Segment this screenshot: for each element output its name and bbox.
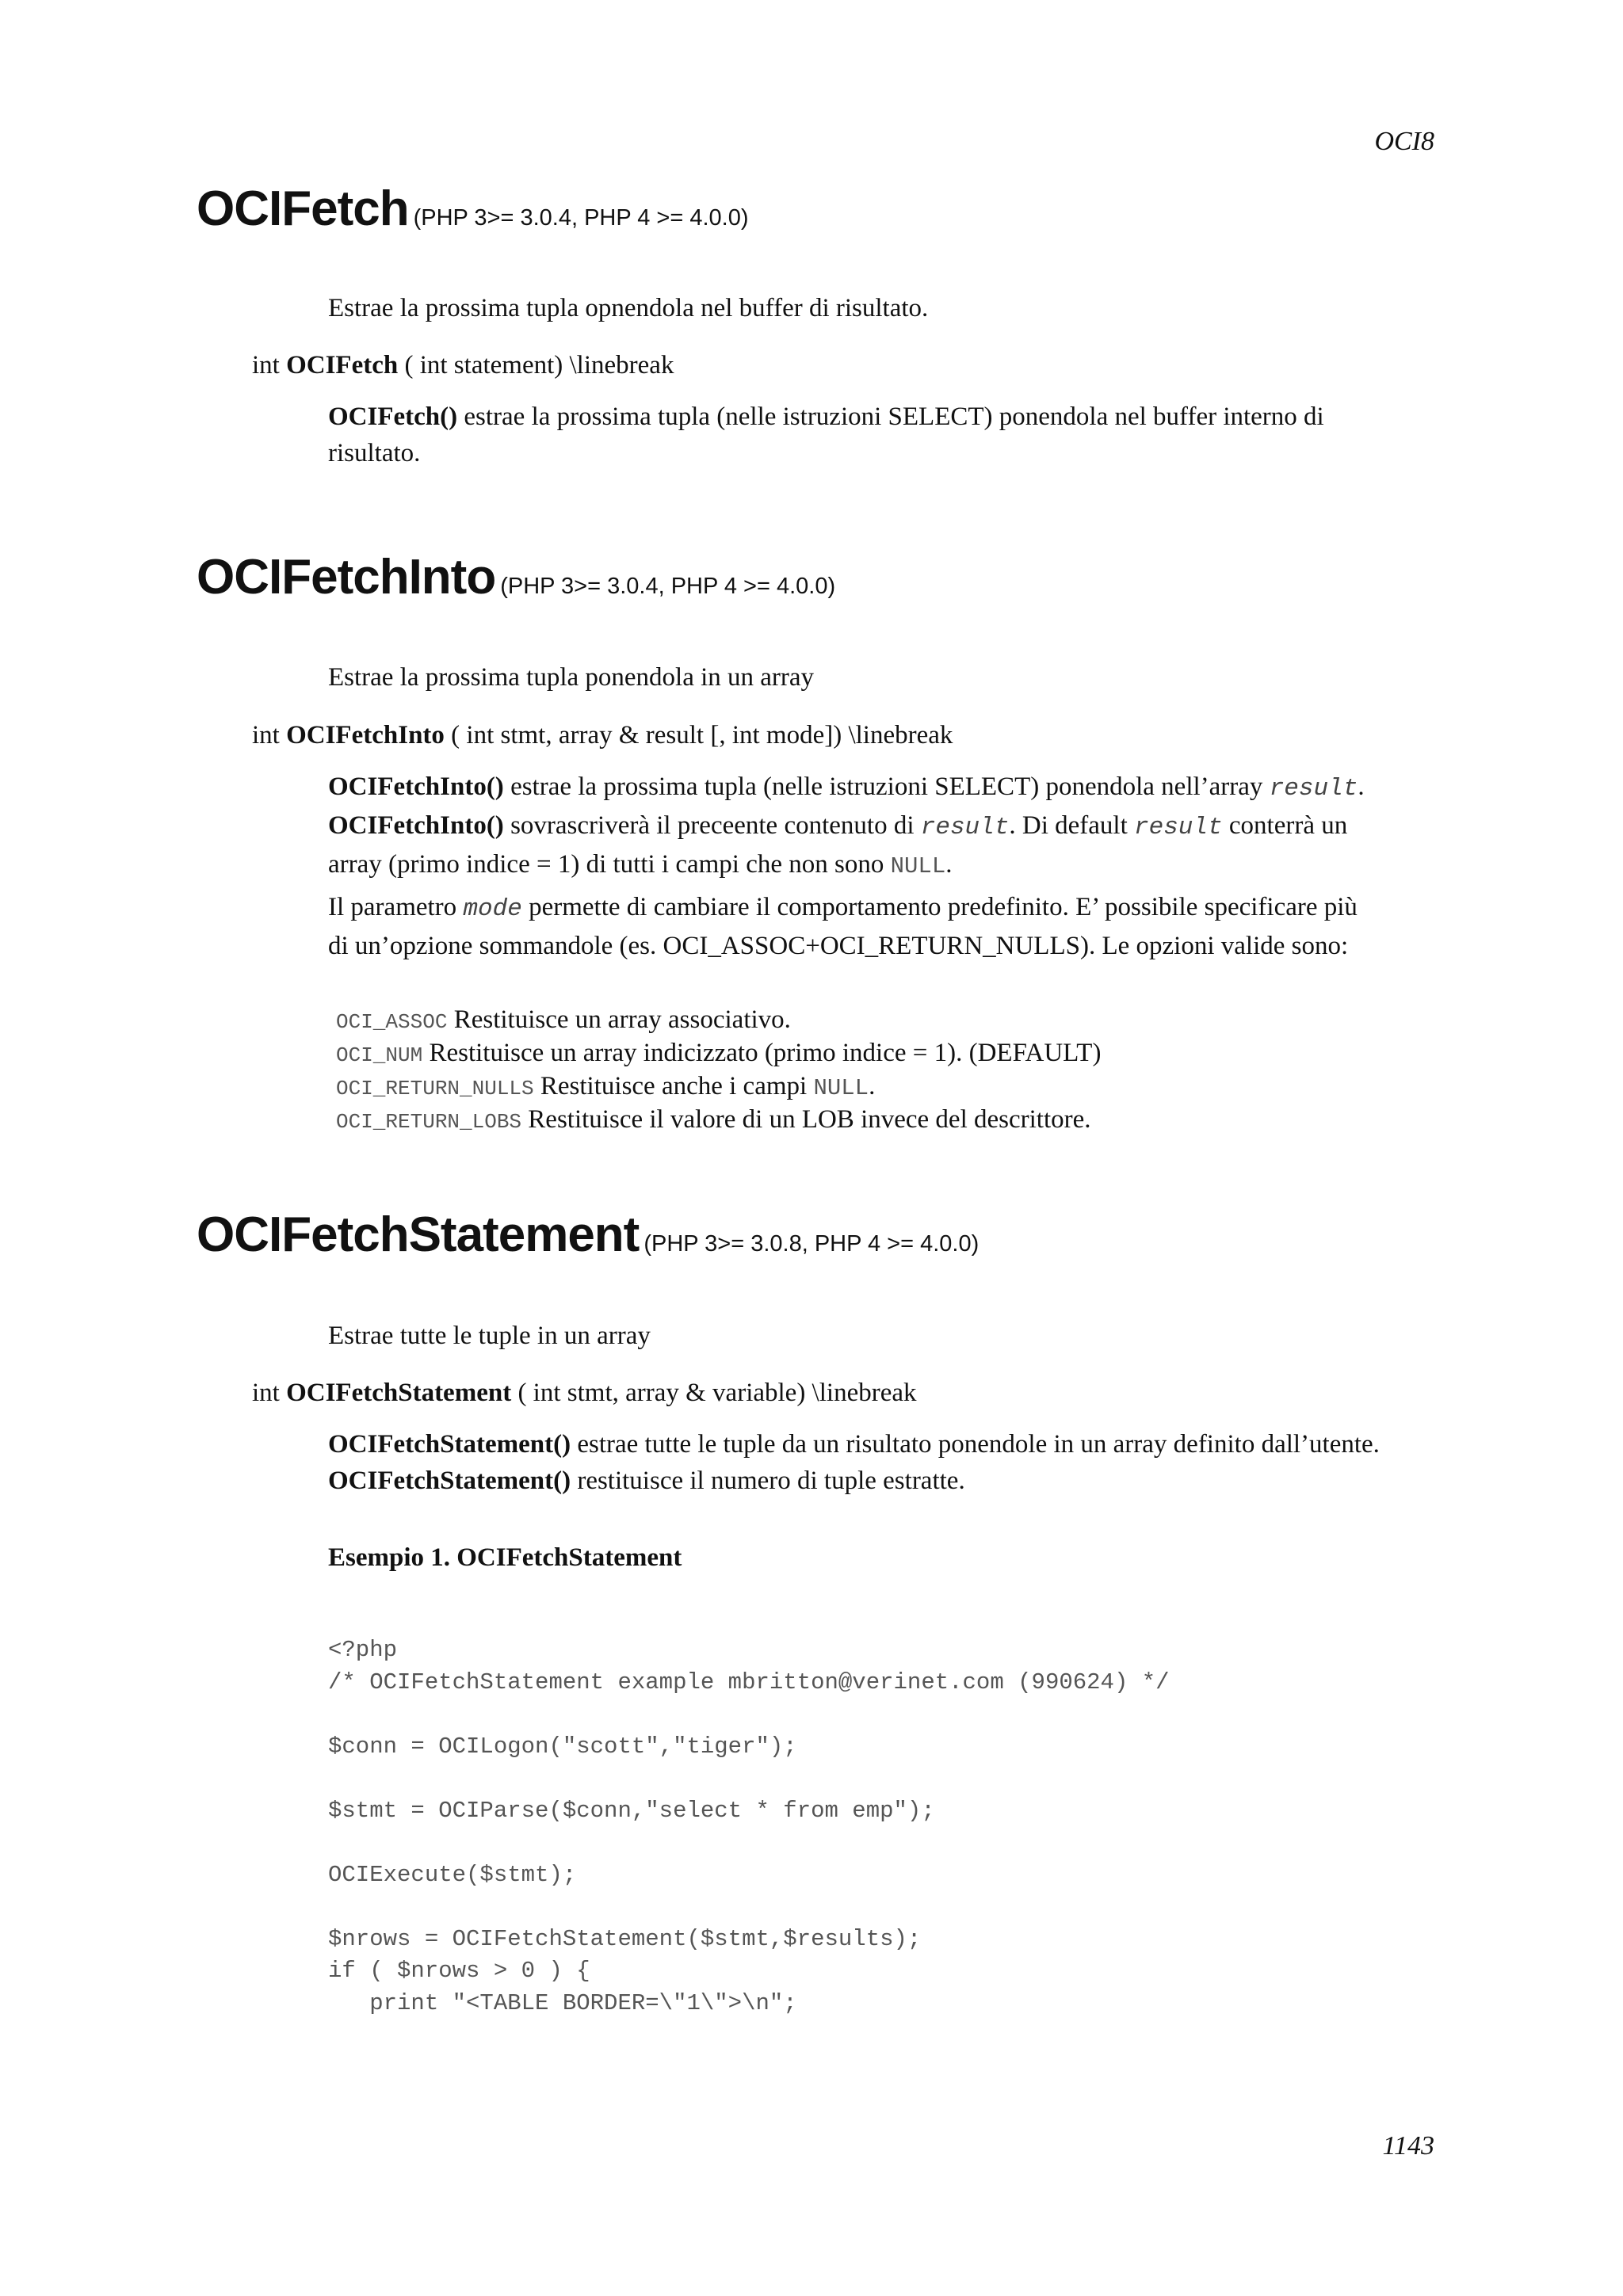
code-example bbox=[328, 1634, 1170, 2019]
description-line bbox=[328, 769, 1438, 807]
null-literal: NULL bbox=[813, 1075, 869, 1101]
description-line: di un’opzione sommandole (es. OCI_ASSOC+OCI_RETURN_NULLS). Le opzioni valide sono: bbox=[328, 932, 1349, 960]
description-line bbox=[328, 807, 1438, 846]
description-line bbox=[328, 399, 1438, 435]
description-text: Il parametro bbox=[328, 893, 464, 921]
purpose-text: Estrae la prossima tupla opnendola nel buffer di risultato. bbox=[328, 294, 929, 322]
return-type: int bbox=[252, 351, 280, 379]
description-text: restituisce il numero di tuple estratte. bbox=[571, 1466, 965, 1495]
code-line bbox=[328, 1699, 1170, 1731]
function-name: OCIFetch bbox=[197, 181, 409, 236]
code-line bbox=[328, 1827, 1170, 1859]
description-line bbox=[328, 889, 1438, 928]
punct: . bbox=[1358, 772, 1365, 801]
function-name: OCIFetchStatement bbox=[197, 1207, 640, 1262]
option-constant: OCI_RETURN_NULLS bbox=[336, 1077, 534, 1100]
code-line bbox=[328, 1891, 1170, 1924]
synopsis-args: ( int statement) \linebreak bbox=[398, 351, 674, 379]
parameter-ref: result bbox=[920, 814, 1010, 841]
running-header: OCI8 bbox=[1374, 127, 1434, 156]
synopsis-function: OCIFetchStatement bbox=[286, 1379, 512, 1407]
code-line: OCIExecute($stmt); bbox=[328, 1861, 577, 1888]
purpose-text: Estrae tutte le tuple in un array bbox=[328, 1322, 651, 1350]
section-heading-ocifetchstatement bbox=[197, 1207, 979, 1263]
null-literal: NULL bbox=[890, 853, 946, 879]
function-ref: OCIFetch() bbox=[328, 402, 458, 431]
return-type: int bbox=[252, 721, 280, 749]
description-text: array (primo indice = 1) di tutti i campi che non sono bbox=[328, 850, 891, 879]
function-ref: OCIFetchInto() bbox=[328, 772, 504, 801]
description-paragraph bbox=[328, 769, 1438, 885]
description-paragraph bbox=[328, 1426, 1438, 1499]
function-synopsis bbox=[252, 351, 674, 380]
list-item bbox=[336, 1038, 1101, 1071]
code-line: $nrows = OCIFetchStatement($stmt,$results); bbox=[328, 1925, 922, 1952]
description-line: risultato. bbox=[328, 439, 421, 467]
synopsis-function: OCIFetchInto bbox=[286, 721, 445, 749]
option-description: Restituisce anche i campi bbox=[533, 1072, 814, 1100]
version-info: (PHP 3>= 3.0.4, PHP 4 >= 4.0.0) bbox=[413, 205, 749, 231]
option-constant: OCI_NUM bbox=[336, 1043, 423, 1067]
punct: . bbox=[869, 1072, 876, 1100]
options-list bbox=[336, 1005, 1101, 1138]
parameter-ref: result bbox=[1269, 775, 1358, 803]
function-ref: OCIFetchStatement() bbox=[328, 1430, 571, 1459]
option-description: Restituisce un array associativo. bbox=[447, 1005, 791, 1034]
code-line: $stmt = OCIParse($conn,"select * from emp"); bbox=[328, 1797, 935, 1824]
example-title: Esempio 1. OCIFetchStatement bbox=[328, 1543, 682, 1572]
list-item bbox=[336, 1071, 1101, 1104]
list-item bbox=[336, 1104, 1101, 1138]
description-line bbox=[328, 1426, 1438, 1463]
option-constant: OCI_ASSOC bbox=[336, 1010, 448, 1034]
mode-paragraph bbox=[328, 889, 1438, 964]
description-text: estrae la prossima tupla (nelle istruzioni SELECT) ponendola nell’array bbox=[503, 772, 1270, 801]
description-paragraph bbox=[328, 399, 1438, 471]
description-line bbox=[328, 1463, 1438, 1499]
function-ref: OCIFetchInto() bbox=[328, 811, 504, 840]
description-line bbox=[328, 846, 1438, 885]
parameter-ref: mode bbox=[463, 895, 522, 923]
section-heading-ocifetch bbox=[197, 181, 749, 237]
parameter-ref: result bbox=[1134, 814, 1223, 841]
option-description: Restituisce il valore di un LOB invece del descrittore. bbox=[521, 1105, 1091, 1134]
function-synopsis bbox=[252, 721, 953, 750]
punct: . bbox=[945, 850, 953, 879]
synopsis-args: ( int stmt, array & variable) \linebreak bbox=[511, 1379, 917, 1407]
function-name: OCIFetchInto bbox=[197, 550, 496, 605]
version-info: (PHP 3>= 3.0.4, PHP 4 >= 4.0.0) bbox=[500, 574, 836, 599]
description-text: conterrà un bbox=[1222, 811, 1348, 840]
page-number: 1143 bbox=[1382, 2131, 1434, 2161]
option-description: Restituisce un array indicizzato (primo indice = 1). (DEFAULT) bbox=[422, 1039, 1102, 1067]
description-text: estrae la prossima tupla (nelle istruzioni SELECT) ponendola nel buffer interno di bbox=[457, 402, 1324, 431]
purpose-text: Estrae la prossima tupla ponendola in un array bbox=[328, 663, 815, 692]
list-item bbox=[336, 1005, 1101, 1038]
code-line: $conn = OCILogon("scott","tiger"); bbox=[328, 1733, 797, 1760]
function-ref: OCIFetchStatement() bbox=[328, 1466, 571, 1495]
description-text: estrae tutte le tuple da un risultato ponendole in un array definito dall’utente. bbox=[571, 1430, 1380, 1459]
description-text: . Di default bbox=[1009, 811, 1134, 840]
code-line: if ( $nrows > 0 ) { bbox=[328, 1958, 590, 1984]
synopsis-args: ( int stmt, array & result [, int mode]) \linebreak bbox=[444, 721, 953, 749]
version-info: (PHP 3>= 3.0.8, PHP 4 >= 4.0.0) bbox=[643, 1231, 980, 1257]
description-text: sovrascriverà il preceente contenuto di bbox=[503, 811, 921, 840]
code-line: /* OCIFetchStatement example mbritton@verinet.com (990624) */ bbox=[328, 1669, 1170, 1695]
description-text: permette di cambiare il comportamento predefinito. E’ possibile specificare più bbox=[521, 893, 1358, 921]
function-synopsis bbox=[252, 1379, 917, 1408]
code-line bbox=[328, 1763, 1170, 1795]
section-heading-ocifetchinto bbox=[197, 549, 835, 605]
code-line: print "<TABLE BORDER=\"1\">\n"; bbox=[328, 1989, 797, 2016]
return-type: int bbox=[252, 1379, 280, 1407]
code-line: <?php bbox=[328, 1637, 398, 1663]
synopsis-function: OCIFetch bbox=[286, 351, 399, 379]
option-constant: OCI_RETURN_LOBS bbox=[336, 1110, 522, 1134]
